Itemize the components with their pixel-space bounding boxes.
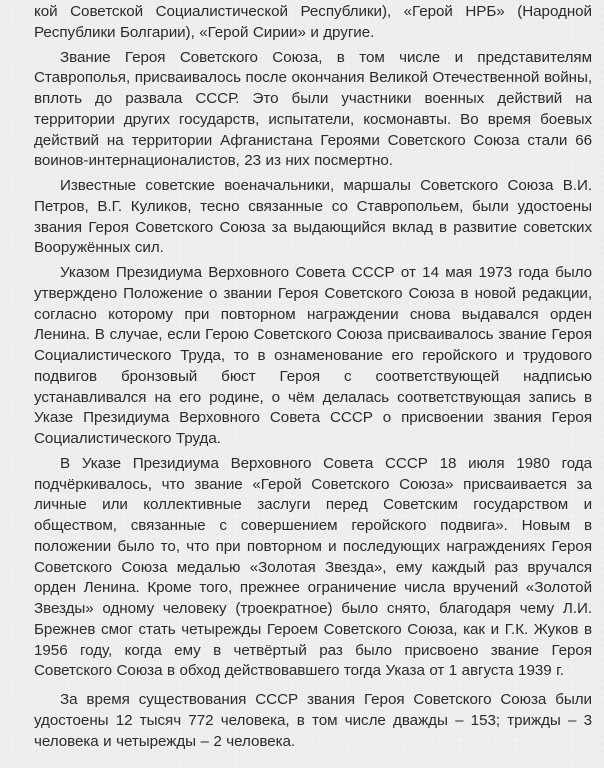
paragraph-5: В Указе Президиума Верховного Совета СССР 18 июля 1980 года подчёркивалось, что звание «Герой Советского Союза» присваивается за личные или коллективные заслуги перед Советским государством и обществом, связанные с совершением геройского подвига». Новым в положении было то, что при повторном и последующих награждениях Героя Советского Союза медалью «Золотая Звезда», ему каждый раз вручался орден Ленина. Кроме того, прежнее ограничение числа вручений «Золотой Звезды» одному человеку (троекратное) было снято, благодаря чему Л.И. Брежнев смог стать четырежды Героем Советского Союза, как и Г.К. Жуков в 1956 году, когда ему в четвёртый раз было присвоено звание Героя Советского Союза в обход действовавшего тогда Указа от 1 августа 1939 г. (34, 454, 592, 680)
paragraph-2: Звание Героя Советского Союза, в том числе и представителям Ставрополья, присваивалось после окончания Великой Отечественной войны, вплоть до развала СССР. Это были участники военных действий на территории других государств, испытатели, космонавты. Во время боевых действий на территории Афганистана Героями Советского Союза стали 66 воинов-интернационалистов, 23 из них посмертно. (34, 48, 592, 170)
paragraph-gap (34, 682, 592, 690)
paragraph-3: Известные советские военачальники, маршалы Советского Союза В.И. Петров, В.Г. Куликов, тесно связанные со Ставропольем, были удостоены звания Героя Советского Союза за выдающийся вклад в развитие советских Вооружённых сил. (34, 177, 592, 257)
paragraph-6: За время существования СССР звания Героя Советского Союза были удостоены 12 тысяч 772 человека, в том числе дважды – 153; трижды – 3 человека и четырежды – 2 человека. (34, 691, 592, 750)
paragraph-1: кой Советской Социалистической Республики), «Герой НРБ» (Народной Республики Болгарии), «Герой Сирии» и другие. (34, 3, 592, 41)
paragraph-4: Указом Президиума Верховного Совета СССР от 14 мая 1973 года было утверждено Положение о звании Героя Советского Союза в новой редакции, согласно которому при повторном награждении снова выдавался орден Ленина. В случае, если Герою Советского Союза присваивалось звание Героя Социалистического Труда, то в ознаменование его геройского и трудового подвигов бронзовый бюст Героя с соответствующей надписью устанавливался на его родине, о чём делалась соответствующая запись в Указе Президиума Верховного Совета СССР о присвоении звания Героя Социалистического Труда. (34, 264, 592, 447)
